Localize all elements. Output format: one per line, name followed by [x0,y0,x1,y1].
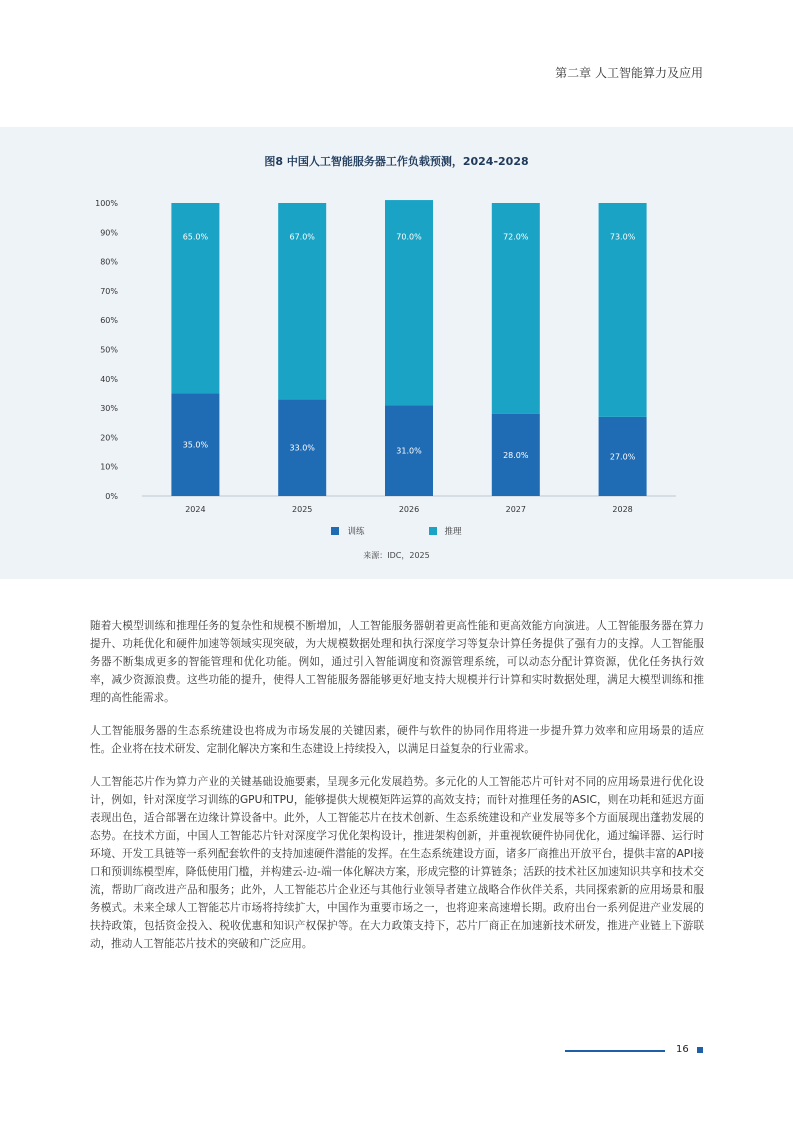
legend-label-training: 训练 [347,527,365,537]
bar-value-label: 27.0% [609,452,636,462]
legend-item-inference [429,525,462,537]
x-tick-label: 2028 [612,505,633,514]
bar-value-label: 73.0% [609,232,636,242]
chart-legend [0,525,793,537]
bar-value-label: 70.0% [396,232,422,242]
legend-label-inference: 推理 [444,527,462,537]
x-tick-label: 2026 [398,505,420,514]
y-tick-label: 40% [100,374,118,384]
chart-title: 图8 中国人工智能服务器工作负载预测，2024-2028 [264,155,529,168]
y-tick-label: 60% [100,316,118,326]
bar-value-label: 65.0% [182,232,209,242]
y-tick-label: 10% [100,462,118,472]
y-tick-label: 30% [100,404,118,414]
footer-square-marker [697,1047,703,1053]
chart-source: 来源：IDC，2025 [363,551,430,560]
legend-swatch-training [331,527,339,535]
page-number: 16 [676,1044,689,1055]
bar-value-label: 35.0% [182,440,209,450]
y-tick-label: 50% [100,345,118,355]
bar-value-label: 31.0% [396,446,422,456]
y-tick-label: 70% [100,286,118,296]
y-tick-label: 80% [100,257,118,267]
body-text [90,617,704,968]
y-tick-label: 100% [95,199,118,208]
paragraph: 随着大模型训练和推理任务的复杂性和规模不断增加，人工智能服务器朝着更高性能和更高效能方向演进。人工智能服务器在算力提升、功耗优化和硬件加速等领域实现突破，为大规模数据处理和执行深度学习等复杂计算任务提供了强有力的支撑。人工智能服务器不断集成更多的智能管理和优化功能。例如，通过引入智能调度和资源管理系统，可以动态分配计算资源，优化任务执行效率，减少资源浪费。这些功能的提升，使得人工智能服务器能够更好地支持大规模并行计算和实时数据处理，满足大模型训练和推理的高性能需求。 [90,620,704,704]
legend-swatch-inference [429,527,437,535]
chapter-title: 第二章 人工智能算力及应用 [555,66,703,80]
bar-inference [385,200,433,405]
y-tick-label: 0% [105,492,118,501]
x-tick-label: 2027 [505,505,526,514]
bar-inference [171,203,219,393]
bar-value-label: 67.0% [289,232,315,242]
stacked-bar-chart [0,127,793,527]
bar-value-label: 33.0% [289,443,315,453]
y-tick-label: 20% [100,433,118,443]
x-tick-label: 2024 [185,505,206,514]
bar-value-label: 28.0% [503,450,529,460]
paragraph: 人工智能芯片作为算力产业的关键基础设施要素，呈现多元化发展趋势。多元化的人工智能芯片可针对不同的应用场景进行优化设计，例如，针对深度学习训练的GPU和TPU，能够提供大规模矩阵运算的高效支持；而针对推理任务的ASIC，则在功耗和延迟方面表现出色，适合部署在边缘计算设备中。此外，人工智能芯片在技术创新、生态系统建设和产业发展等多个方面展现出蓬勃发展的态势。在技术方面，中国人工智能芯片针对深度学习优化架构设计，推进架构创新，并重视软硬件协同优化，通过编译器、运行时环境、开发工具链等一系列配套软件的支持加速硬件潜能的发挥。在生态系统建设方面，诸多厂商推出开放平台，提供丰富的API接口和预训练模型库，降低使用门槛，并构建云-边-端一体化解决方案，形成完整的计算链条；活跃的技术社区加速知识共享和技术交流，帮助厂商改进产品和服务；此外，人工智能芯片企业还与其他行业领导者建立战略合作伙伴关系，共同探索新的应用场景和服务模式。未来全球人工智能芯片市场将持续扩大，中国作为重要市场之一，也将迎来高速增长期。政府出台一系列促进产业发展的扶持政策，包括资金投入、税收优惠和知识产权保护等。在大力政策支持下，芯片厂商正在加速新技术研发，推进产业链上下游联动，推动人工智能芯片技术的突破和广泛应用。 [90,776,704,950]
footer-rule [565,1050,665,1052]
bar-value-label: 72.0% [503,232,529,242]
y-tick-label: 90% [100,228,118,238]
legend-item-training [331,525,364,537]
paragraph: 人工智能服务器的生态系统建设也将成为市场发展的关键因素，硬件与软件的协同作用将进一步提升算力效率和应用场景的适应性。企业将在技术研发、定制化解决方案和生态建设上持续投入，以满足日益复杂的行业需求。 [90,725,704,755]
x-tick-label: 2025 [292,505,313,514]
